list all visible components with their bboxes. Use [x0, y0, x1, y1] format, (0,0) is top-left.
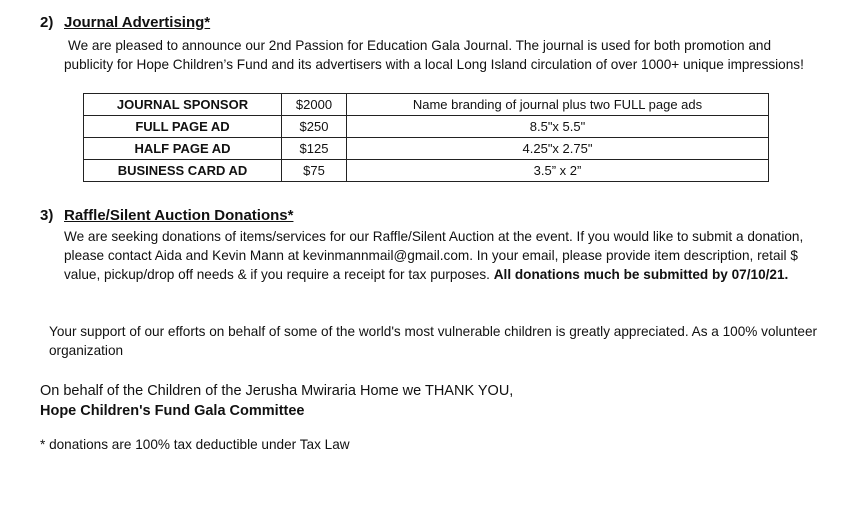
ad-price-cell: $250	[282, 116, 347, 138]
section-3-deadline: All donations much be submitted by 07/10/21.	[493, 267, 789, 282]
section-3-number: 3)	[40, 207, 54, 224]
table-row	[84, 160, 769, 182]
ad-details-cell: 8.5"x 5.5"	[347, 116, 769, 138]
ad-type-cell: HALF PAGE AD	[84, 138, 282, 160]
ad-pricing-table	[83, 93, 769, 182]
ad-type-cell: JOURNAL SPONSOR	[84, 94, 282, 116]
table-row	[84, 138, 769, 160]
section-2-heading	[40, 14, 210, 31]
table-row	[84, 94, 769, 116]
footnote: * donations are 100% tax deductible under Tax Law	[40, 437, 350, 452]
ad-type-cell: BUSINESS CARD AD	[84, 160, 282, 182]
section-2-title: Journal Advertising*	[64, 14, 211, 31]
section-3-heading	[40, 207, 293, 224]
section-3-text: We are seeking donations of items/services for our Raffle/Silent Auction at the event. If you would like to submit a donation, please contact Aida and Kevin Mann at kevinmannmail@gmail.com. In your email, please provide item description, retail $ value, pickup/drop off needs & if you require a receipt for tax purposes.	[64, 229, 804, 282]
ad-details-cell: 4.25"x 2.75"	[347, 138, 769, 160]
ad-details-cell: 3.5” x 2”	[347, 160, 769, 182]
closing-signature: Hope Children's Fund Gala Committee	[40, 403, 305, 419]
ad-price-cell: $2000	[282, 94, 347, 116]
table-row	[84, 116, 769, 138]
support-statement: Your support of our efforts on behalf of some of the world's most vulnerable children is greatly appreciated. As a 100% volunteer organization	[49, 324, 818, 358]
ad-price-cell: $75	[282, 160, 347, 182]
section-2-paragraph: We are pleased to announce our 2nd Passion for Education Gala Journal. The journal is used for both promotion and publicity for Hope Children’s Fund and its advertisers with a local Long Island circulation of over 1000+ unique impressions!	[64, 38, 804, 72]
closing-thanks: On behalf of the Children of the Jerusha Mwiraria Home we THANK YOU,	[40, 383, 514, 399]
ad-price-cell: $125	[282, 138, 347, 160]
ad-type-cell: FULL PAGE AD	[84, 116, 282, 138]
section-3-paragraph	[64, 227, 809, 284]
section-3-title: Raffle/Silent Auction Donations*	[64, 207, 294, 224]
section-2-number: 2)	[40, 14, 54, 31]
ad-details-cell: Name branding of journal plus two FULL page ads	[347, 94, 769, 116]
